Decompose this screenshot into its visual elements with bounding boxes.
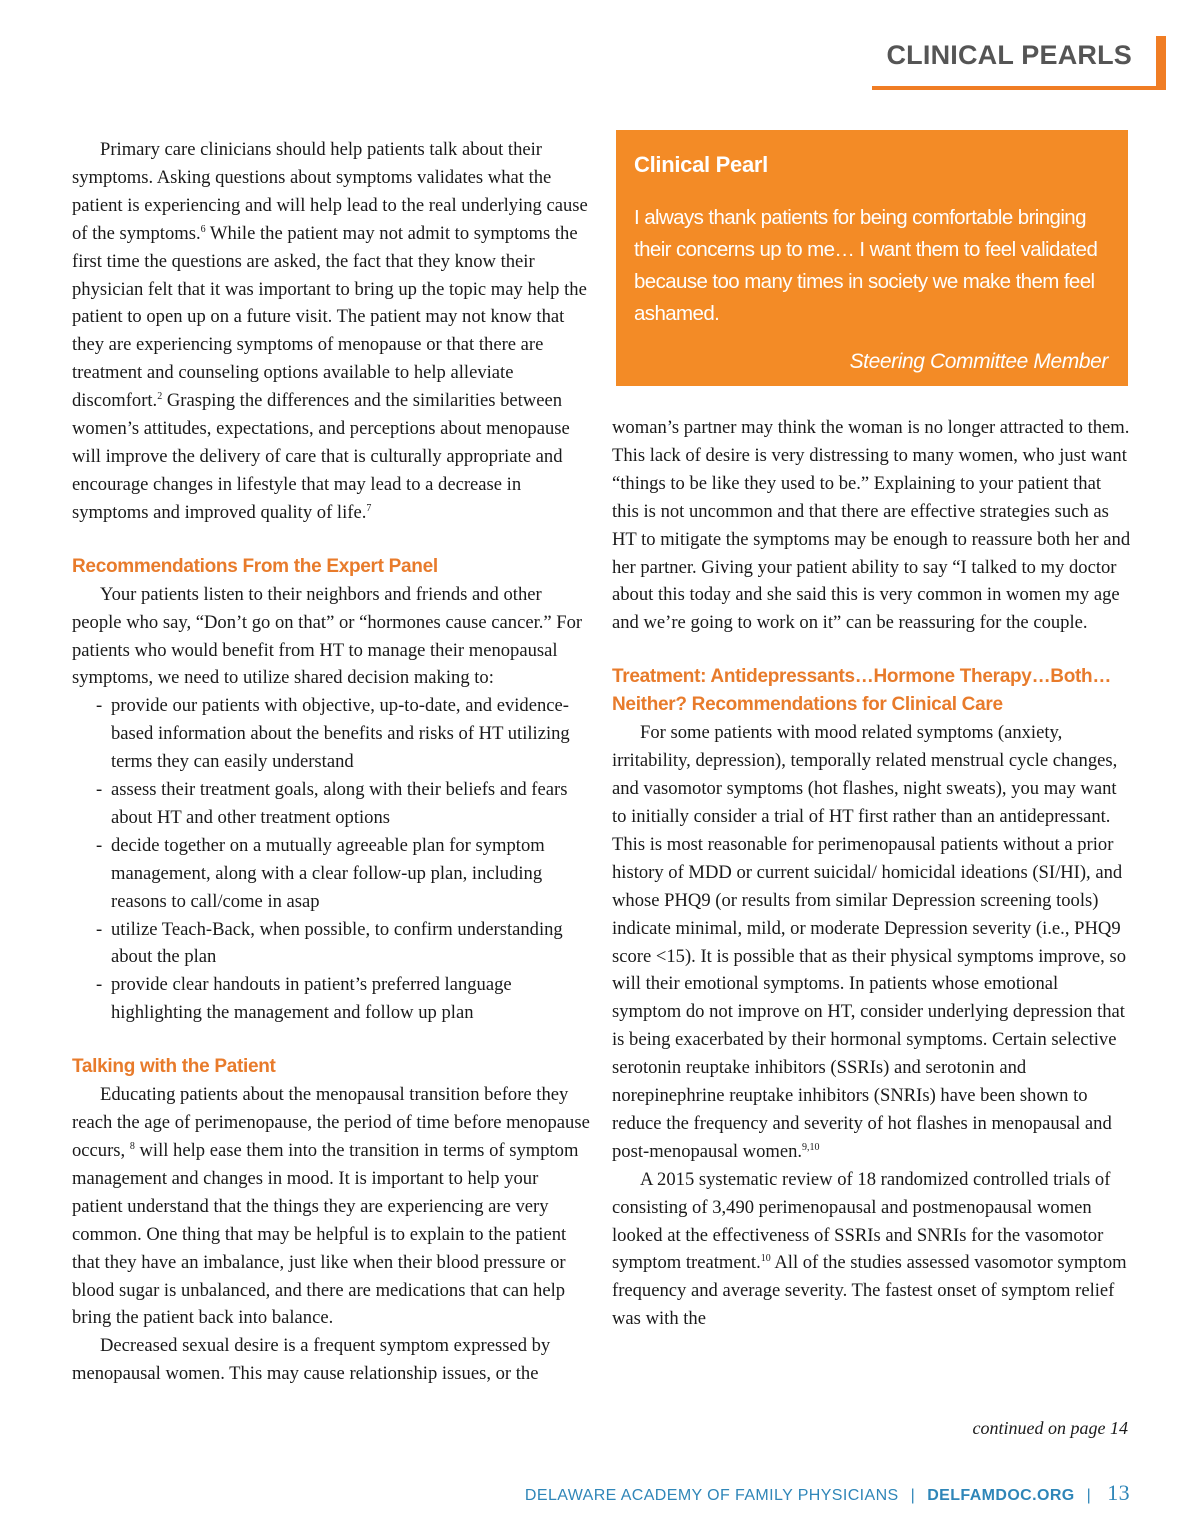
- citation: 7: [366, 502, 372, 514]
- section-title: CLINICAL PEARLS: [886, 40, 1132, 70]
- citation: 8: [129, 1141, 135, 1152]
- intro-paragraph: Primary care clinicians should help patients talk about their symptoms. Asking questions about symptoms validates what the patient is experiencing and will help lead to the real underlying cause of the symptoms.$^6$ While the patient may not admit to symptoms the first time the questions are asked, the fact that they know their physician felt that it was important to bring up the topic may help the patient to open up on a future visit. The patient may not know that they are experiencing symptoms of menopause or that there are treatment and counseling options available to help alleviate discomfort.$^2$ Grasping the differences and the similarities between women’s attitudes, expectations, and perceptions about menopause will improve the delivery of care that is culturally appropriate and encourage changes in lifestyle that may lead to a decrease in symptoms and improved quality of life.$^7$: [72, 139, 588, 523]
- citation: 9,10: [802, 1141, 820, 1153]
- footer-org: DELAWARE ACADEMY OF FAMILY PHYSICIANS: [524, 1487, 899, 1504]
- heading-treatment: Treatment: Antidepressants…Hormone Therapy…Both… Neither? Recommendations for Clinical Care: [612, 666, 1112, 716]
- callout-quote: I always thank patients for being comfortable bringing their concerns up to me… I want them to feel validated because too many times in society we make them feel ashamed.: [634, 206, 1098, 325]
- section-header-tag: [872, 36, 1166, 90]
- footer-website-link[interactable]: DELFAMDOC.ORG: [927, 1487, 1075, 1504]
- left-column: [72, 136, 592, 1388]
- review-paragraph: A 2015 systematic review of 18 randomized controlled trials of consisting of 3,490 perimenopausal and postmenopausal women looked at the effectiveness of SSRIs and SNRIs for the vasomotor symptom treatment.$^{10}$ All of the studies assessed vasomotor symptom frequency and average severity. The fastest onset of symptom relief was with the: [612, 1168, 1127, 1330]
- page-number: 13: [1107, 1480, 1130, 1505]
- page-footer: [525, 1480, 1130, 1506]
- clinical-pearl-callout: [616, 130, 1128, 386]
- right-column: [612, 414, 1132, 1333]
- heading-recommendations: Recommendations From the Expert Panel: [72, 555, 438, 577]
- footer-divider: |: [910, 1487, 916, 1504]
- list-item: - provide our patients with objective, up-to-date, and evidence-based information about the benefits and risks of HT utilizing terms they can easily understand: [96, 692, 592, 776]
- list-item: - provide clear handouts in patient’s preferred language highlighting the management and follow up plan: [96, 971, 592, 1027]
- list-item: - utilize Teach-Back, when possible, to confirm understanding about the plan: [96, 916, 592, 972]
- recommendations-paragraph: Your patients listen to their neighbors and friends and other people who say, “Don’t go on that” or “hormones cause cancer.” For patients who would benefit from HT to manage their menopausal symptoms, we need to utilize shared decision making to:: [72, 583, 583, 689]
- callout-title: Clinical Pearl: [634, 152, 768, 177]
- recommendations-list: [72, 692, 592, 1027]
- footer-divider: |: [1086, 1487, 1092, 1504]
- desire-paragraph: Decreased sexual desire is a frequent symptom expressed by menopausal women. This may cause relationship issues, or the: [72, 1335, 551, 1385]
- citation: 10: [760, 1253, 771, 1265]
- continued-paragraph: woman’s partner may think the woman is no longer attracted to them. This lack of desire is very distressing to many women, who just want “things to be like they used to be.” Explaining to your patient that this is not uncommon and that there are effective strategies such as HT to mitigate the symptoms may be enough to reassure both her and her partner. Giving your patient ability to say “I talked to my doctor about this today and she said this is very common in women my age and we’re going to work on it” can be reassuring for the couple.: [612, 417, 1131, 634]
- callout-attribution: Steering Committee Member: [849, 350, 1108, 373]
- continued-on-link[interactable]: continued on page 14: [972, 1418, 1128, 1438]
- citation: 6: [200, 223, 206, 235]
- citation: 2: [157, 391, 163, 403]
- talking-paragraph: Educating patients about the menopausal transition before they reach the age of perimenopause, the period of time before menopause occurs, $^8$ will help ease them into the transition in terms of symptom management and changes in mood. It is important to help your patient understand that the things they are experiencing are very common. One thing that may be helpful is to explain to the patient that they have an imbalance, just like when their blood pressure or blood sugar is unbalanced, and there are medications that can help bring the patient back into balance.: [72, 1084, 590, 1329]
- list-item: - decide together on a mutually agreeable plan for symptom management, along with a clear follow-up plan, including reasons to call/come in asap: [96, 832, 592, 916]
- list-item: - assess their treatment goals, along with their beliefs and fears about HT and other treatment options: [96, 776, 592, 832]
- heading-talking: Talking with the Patient: [72, 1056, 276, 1078]
- treatment-paragraph: For some patients with mood related symptoms (anxiety, irritability, depression), temporally related menstrual cycle changes, and vasomotor symptoms (hot flashes, night sweats), you may want to initially consider a trial of HT first rather than an antidepressant. This is most reasonable for perimenopausal patients without a prior history of MDD or current suicidal/ homicidal ideations (SI/HI), and whose PHQ9 (or results from similar Depression screening tools) indicate minimal, mild, or moderate Depression severity (i.e., PHQ9 score <15). It is possible that as their physical symptoms improve, so will their emotional symptoms. In patients whose emotional symptom do not improve on HT, consider underlying depression that is being exacerbated by their hormonal symptoms. Certain selective serotonin reuptake inhibitors (SSRIs) and serotonin and norepinephrine reuptake inhibitors (SNRIs) have been shown to reduce the frequency and severity of hot flashes in menopausal and post-menopausal women.$^{9,10}$: [612, 722, 1126, 1162]
